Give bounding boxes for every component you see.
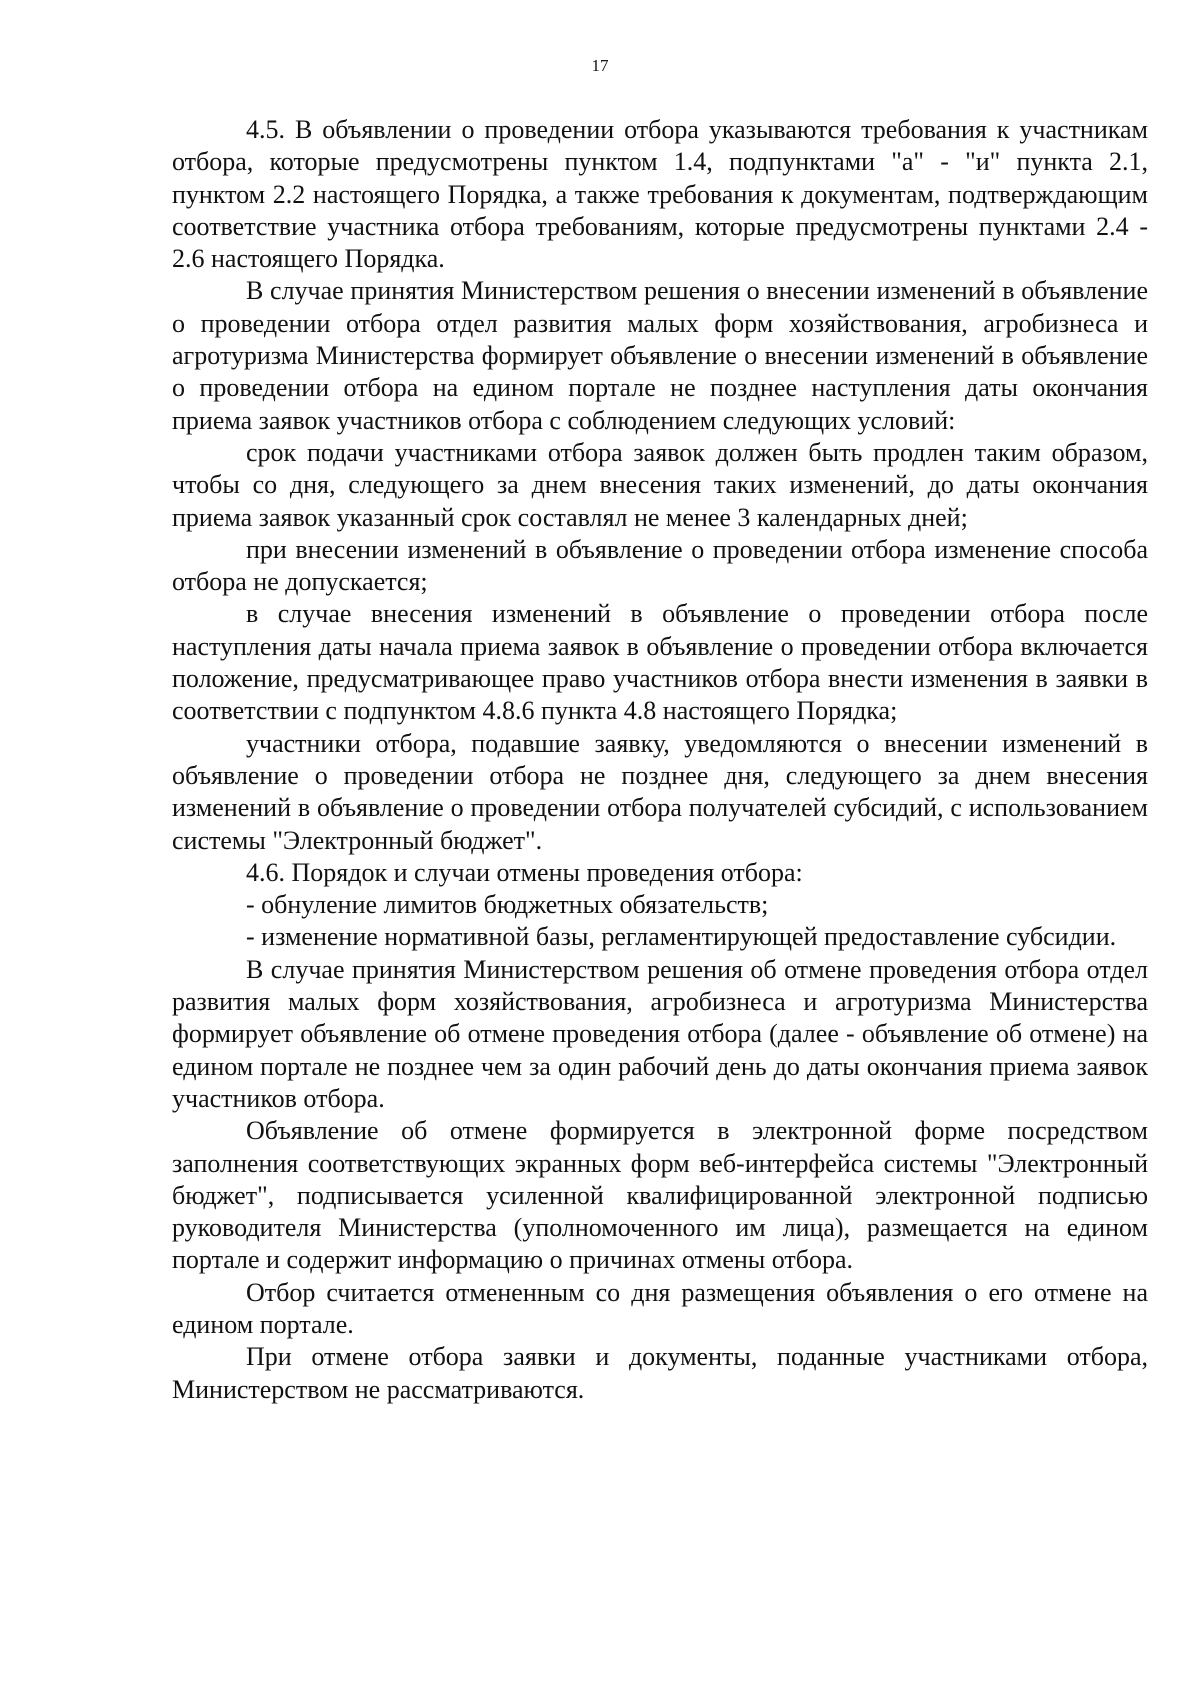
paragraph-4-5: 4.5. В объявлении о проведении отбора указываются требования к участникам отбора, которые предусмотрены пунктом 1.4, подпунктами "а" - "и" пункта 2.1, пунктом 2.2 настоящего Порядка, а также требования к документам, подтверждающим соответствие участника отбора требованиям, которые предусмотрены пунктами 2.4 - 2.6 настоящего Порядка. <box>172 115 1148 274</box>
document-body <box>172 114 1148 1406</box>
paragraph-participants-notified: участники отбора, подавшие заявку, уведомляются о внесении изменений в объявление о проведении отбора не позднее дня, следующего за днем внесения изменений в объявление о проведении отбора получателей субсидий, с использованием системы "Электронный бюджет". <box>172 728 1148 855</box>
paragraph-cancellation-form: Объявление об отмене формируется в электронной форме посредством заполнения соответствующих экранных форм веб-интерфейса системы "Электронный бюджет", подписывается усиленной квалифицированной электронной подписью руководителя Министерства (уполномоченного им лица), размещается на едином портале и содержит информацию о причинах отмены отбора. <box>172 1116 1148 1275</box>
paragraph-limits-reset: - обнуление лимитов бюджетных обязательств; <box>246 890 769 920</box>
paragraph-deadline-extension: срок подачи участниками отбора заявок должен быть продлен таким образом, чтобы со дня, следующего за днем внесения таких изменений, до даты окончания приема заявок указанный срок составлял не менее 3 календарных дней; <box>172 437 1148 532</box>
paragraph-cancellation-decision: В случае принятия Министерством решения об отмене проведения отбора отдел развития малых форм хозяйствования, агробизнеса и агротуризма Министерства формирует объявление об отмене проведения отбора (далее - объявление об отмене) на едином портале не позднее чем за один рабочий день до даты окончания приема заявок участников отбора. <box>172 954 1148 1113</box>
paragraph-4-6: 4.6. Порядок и случаи отмены проведения отбора: <box>246 857 803 887</box>
page-number: 17 <box>591 56 609 75</box>
paragraph-changes-after-start: в случае внесения изменений в объявление о проведении отбора после наступления даты начала приема заявок в объявление о проведении отбора включается положение, предусматривающее право участников отбора внести изменения в заявки в соответствии с подпунктом 4.8.6 пункта 4.8 настоящего Порядка; <box>172 599 1148 726</box>
paragraph-changes-announcement: В случае принятия Министерством решения о внесении изменений в объявление о проведении отбора отдел развития малых форм хозяйствования, агробизнеса и агротуризма Министерства формирует объявление о внесении изменений в объявление о проведении отбора на едином портале не позднее наступления даты окончания приема заявок участников отбора с соблюдением следующих условий: <box>172 276 1148 435</box>
paragraph-cancellation-effective: Отбор считается отмененным со дня размещения объявления о его отмене на едином портале. <box>172 1277 1148 1339</box>
paragraph-regulation-change: - изменение нормативной базы, регламентирующей предоставление субсидии. <box>246 922 1117 952</box>
paragraph-applications-not-reviewed: При отмене отбора заявки и документы, поданные участниками отбора, Министерством не рассматриваются. <box>172 1342 1148 1404</box>
paragraph-method-change: при внесении изменений в объявление о проведении отбора изменение способа отбора не допускается; <box>172 534 1148 597</box>
